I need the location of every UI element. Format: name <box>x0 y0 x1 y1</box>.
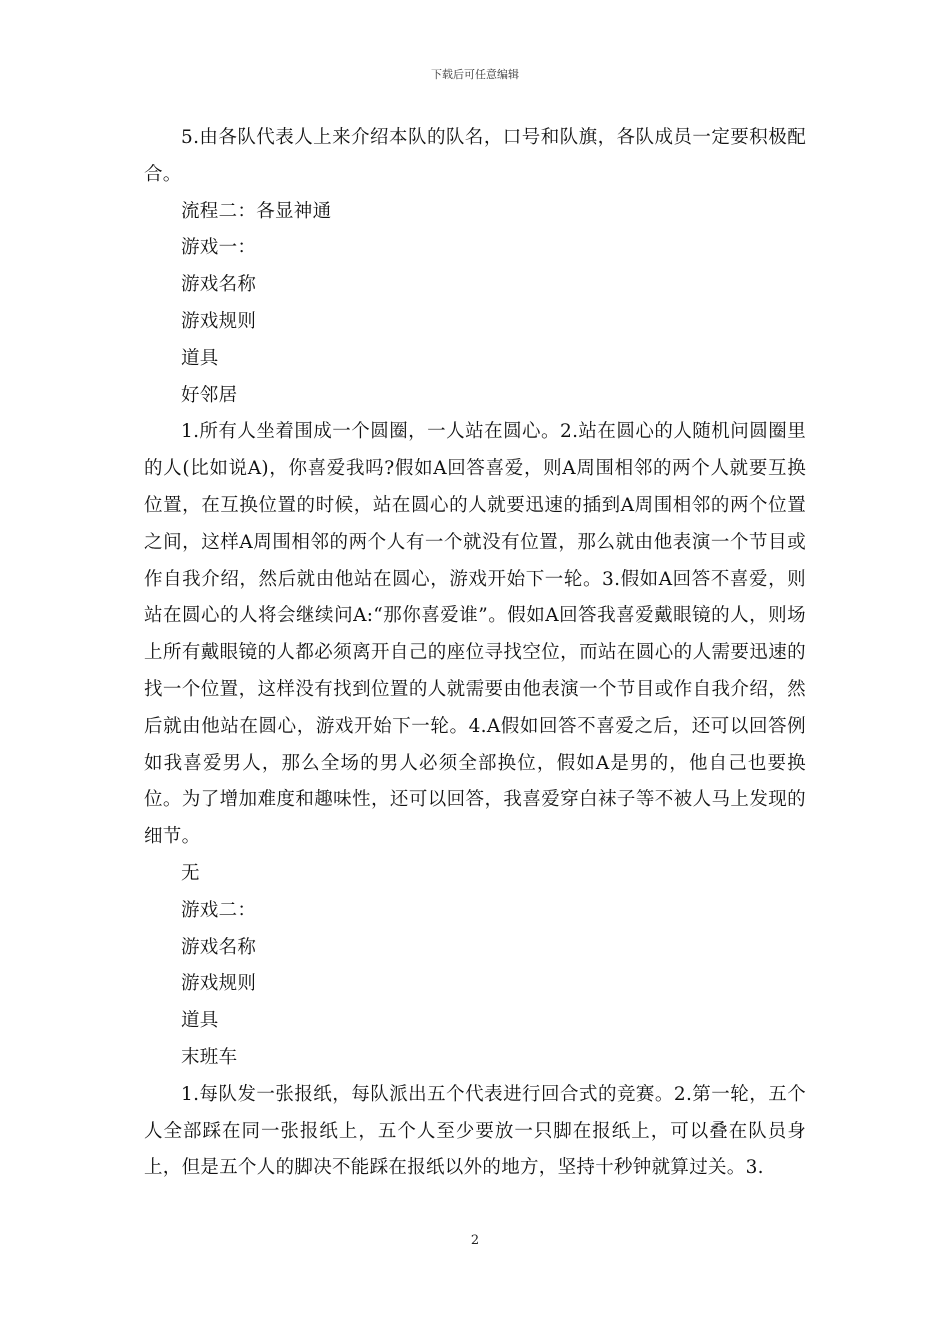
game-one-props: 无 <box>181 862 200 884</box>
game-one-title: 好邻居 <box>181 384 238 406</box>
page-header: 下载后可任意编辑 <box>431 68 519 81</box>
document-body <box>144 120 806 1187</box>
game-two-label: 游戏二： <box>181 899 257 921</box>
page-number: 2 <box>470 1233 480 1248</box>
game-rules-label: 游戏规则 <box>181 973 257 995</box>
game-rules-label: 游戏规则 <box>181 310 257 332</box>
paragraph-team-intro: 5.由各队代表人上来介绍本队的队名，口号和队旗，各队成员一定要积极配合。 <box>144 127 806 185</box>
game-name-label: 游戏名称 <box>181 936 257 958</box>
section-heading-process-two: 流程二：各显神通 <box>181 200 332 222</box>
props-label: 道具 <box>181 347 219 369</box>
game-two-title: 末班车 <box>181 1046 238 1068</box>
game-name-label: 游戏名称 <box>181 274 257 296</box>
game-one-rules: 1.所有人坐着围成一个圆圈，一人站在圆心。2.站在圆心的人随机问圆圈里的人(比如说A)，你喜爱我吗?假如A回答喜爱，则A周围相邻的两个人就要互换位置，在互换位置的时候，站在圆心的人就要迅速的插到A周围相邻的两个位置之间，这样A周围相邻的两个人有一个就没有位置，那么就由他表演一个节目或作自我介绍，然后就由他站在圆心，游戏开始下一轮。3.假如A回答不喜爱，则站在圆心的人将会继续问A:“那你喜爱谁”。假如A回答我喜爱戴眼镜的人，则场上所有戴眼镜的人都必须离开自己的座位寻找空位，而站在圆心的人需要迅速的找一个位置，这样没有找到位置的人就需要由他表演一个节目或作自我介绍，然后就由他站在圆心，游戏开始下一轮。4.A假如回答不喜爱之后，还可以回答例如我喜爱男人，那么全场的男人必须全部换位，假如A是男的，他自己也要换位。为了增加难度和趣味性，还可以回答，我喜爱穿白袜子等不被人马上发现的细节。 <box>144 421 806 848</box>
game-two-rules: 1.每队发一张报纸，每队派出五个代表进行回合式的竞赛。2.第一轮，五个人全部踩在同一张报纸上，五个人至少要放一只脚在报纸上，可以叠在队员身上，但是五个人的脚决不能踩在报纸以外的地方，坚持十秒钟就算过关。3. <box>144 1083 806 1179</box>
game-one-label: 游戏一： <box>181 237 257 259</box>
props-label: 道具 <box>181 1010 219 1032</box>
